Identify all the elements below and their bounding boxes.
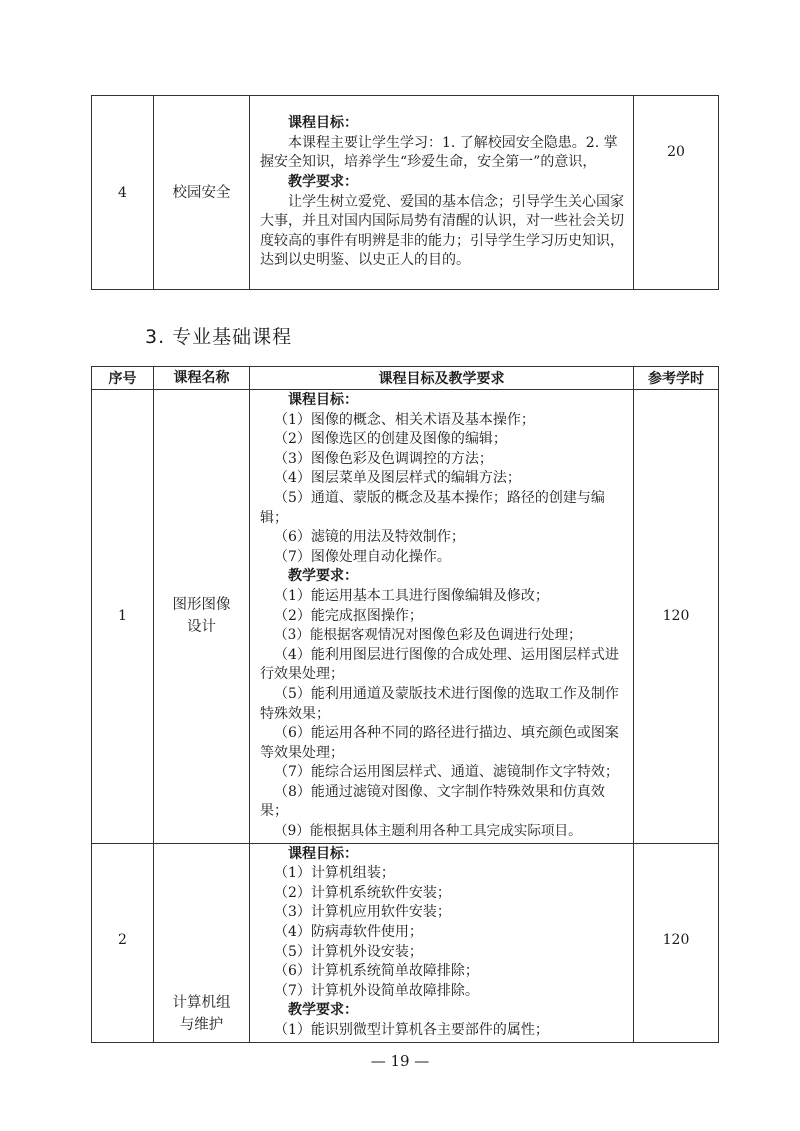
reference-hours: 120 [634, 390, 719, 844]
header-number: 序号 [92, 367, 154, 390]
requirement-item: （8）能通过滤镜对图像、文字制作特殊效果和仿真效果； [260, 783, 605, 820]
goal-heading: 课程目标： [288, 845, 358, 862]
goal-item: （3）图像色彩及色调调控的方法； [274, 450, 493, 467]
goal-heading: 课程目标： [288, 115, 358, 132]
course-name: 校园安全 [154, 96, 250, 290]
requirement-item: （5）能利用通道及蒙版技术进行图像的选取工作及制作特殊效果； [260, 685, 619, 722]
requirement-item: （1）能运用基本工具进行图像编辑及修改； [274, 587, 549, 604]
goal-item: （2）图像选区的创建及图像的编辑； [274, 431, 507, 448]
requirement-item: （6）能运用各种不同的路径进行描边、填充颜色或图案等效果处理； [260, 725, 619, 761]
goal-item: （1）计算机组装； [274, 865, 395, 882]
requirement-item: （9）能根据具体主题利用各种工具完成实际项目。 [274, 823, 582, 840]
requirement-heading: 教学要求： [288, 1002, 358, 1019]
goal-item: （4）图层菜单及图层样式的编辑方法； [274, 470, 521, 487]
goal-item: （7）计算机外设简单故障排除。 [274, 982, 479, 999]
professional-courses-table [91, 366, 719, 1043]
reference-hours [634, 96, 719, 290]
requirement-item: （4）能利用图层进行图像的合成处理、运用图层样式进行效果处理； [260, 646, 619, 683]
goal-item: （6）滤镜的用法及特效制作； [274, 529, 465, 546]
requirement-item: （7）能综合运用图层样式、通道、滤镜制作文字特效； [274, 764, 619, 781]
header-hours: 参考学时 [634, 367, 719, 390]
row-number: 4 [92, 96, 154, 290]
goal-item: （5）通道、蒙版的概念及基本操作；路径的创建与编辑； [260, 489, 605, 526]
section-title: 3. 专业基础课程 [145, 326, 293, 348]
table-row [92, 390, 719, 844]
course-name-text: 图形图像设计 [172, 597, 231, 636]
goal-heading: 课程目标： [288, 392, 358, 408]
table-header-row [92, 367, 719, 390]
requirement-heading: 教学要求： [288, 173, 358, 190]
reference-hours [634, 843, 719, 1042]
hours-value: 20 [667, 144, 685, 160]
goal-item: （2）计算机系统软件安装； [274, 884, 451, 901]
table-row [92, 96, 719, 290]
course-table-continued [91, 95, 719, 290]
requirement-item: （3）能根据客观情况对图像色彩及色调进行处理； [274, 627, 582, 644]
requirement-item: （2）能完成抠图操作； [274, 607, 423, 624]
table-row [92, 843, 719, 1042]
course-name [154, 843, 250, 1042]
header-goals: 课程目标及教学要求 [250, 367, 634, 390]
page-number: — 19 — [370, 1052, 430, 1070]
course-name [154, 390, 250, 844]
course-name-text: 计算机组与维护 [172, 994, 231, 1033]
requirement-heading: 教学要求： [288, 568, 358, 585]
goal-item: （4）防病毒软件使用； [274, 924, 423, 941]
goal-item: （6）计算机系统简单故障排除； [274, 963, 479, 980]
course-description [250, 390, 634, 844]
row-number: 1 [92, 390, 154, 844]
goal-item: （1）图像的概念、相关术语及基本操作； [274, 411, 535, 428]
hours-value: 120 [662, 931, 690, 948]
goal-item: （3）计算机应用软件安装； [274, 904, 451, 921]
requirement-item: （1）能识别微型计算机各主要部件的属性； [274, 1022, 549, 1038]
goal-text: 本课程主要让学生学习：1. 了解校园安全隐患。2. 掌握安全知识，培养学生“珍爱生命，安全第一”的意识， [260, 134, 618, 171]
goal-item: （7）图像处理自动化操作。 [274, 548, 451, 565]
course-description [250, 96, 634, 290]
header-course-name: 课程名称 [154, 367, 250, 390]
requirement-text: 让学生树立爱党、爱国的基本信念；引导学生关心国家大事，并且对国内国际局势有清醒的认识，对一些社会关切度较高的事件有明辨是非的能力；引导学生学习历史知识，达到以史明鉴、以史正人的目的。 [260, 193, 624, 269]
course-description [250, 843, 634, 1042]
row-number-value: 2 [118, 931, 127, 948]
goal-item: （5）计算机外设安装； [274, 943, 423, 960]
row-number [92, 843, 154, 1042]
